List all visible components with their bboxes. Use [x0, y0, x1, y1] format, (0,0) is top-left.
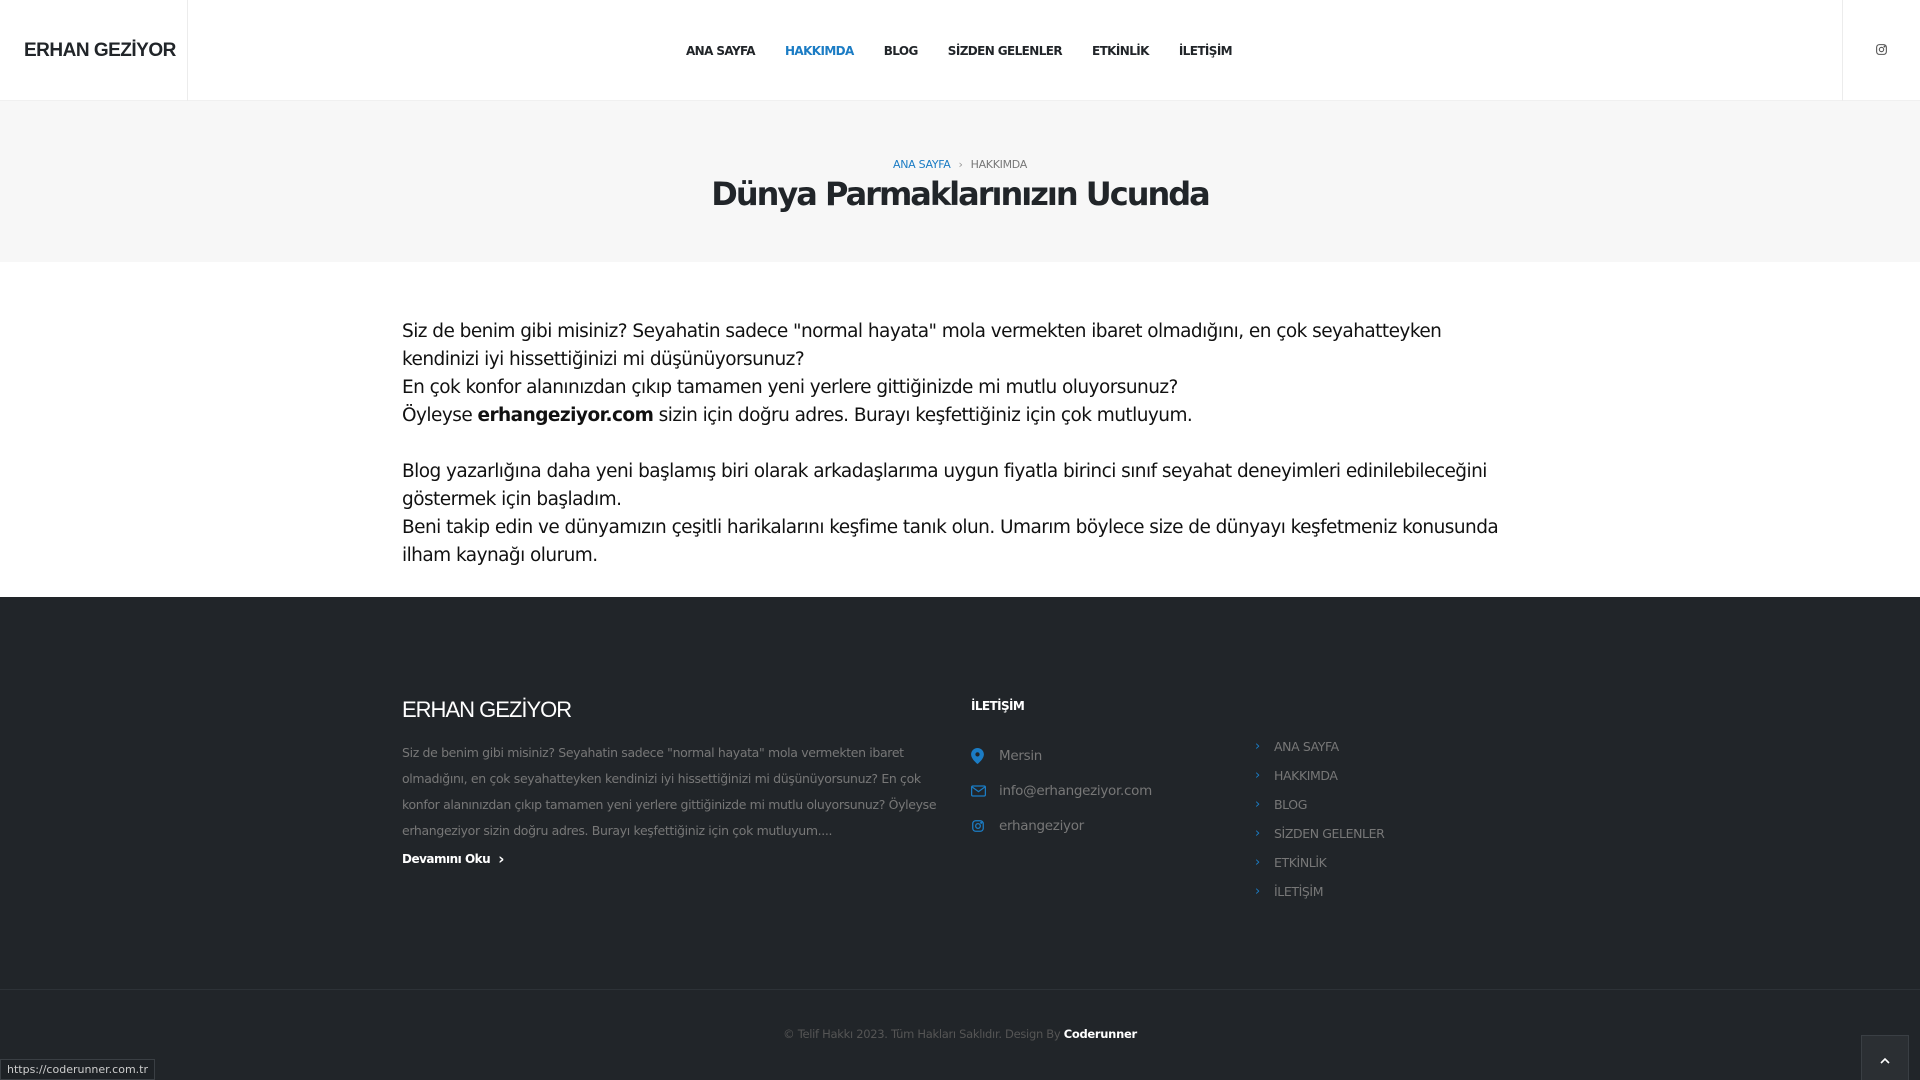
nav-item-blog[interactable]: BLOG — [883, 43, 918, 58]
about-content — [402, 318, 1518, 570]
footer-contact-title: İLETİŞİM — [971, 699, 1025, 713]
page-header-band — [0, 101, 1920, 262]
footer-link-hakkimda[interactable]: › HAKKIMDA — [1255, 768, 1338, 783]
contact-email[interactable]: info@erhangeziyor.com — [971, 773, 1152, 808]
instagram-icon — [971, 819, 999, 833]
site-header — [0, 0, 1920, 101]
footer-contact-list — [971, 738, 1152, 843]
header-social — [1842, 0, 1920, 101]
logo-container[interactable] — [0, 0, 188, 101]
footer-link-ana-sayfa[interactable]: › ANA SAYFA — [1255, 739, 1339, 754]
breadcrumb-current: HAKKIMDA — [970, 158, 1027, 171]
footer-logo[interactable]: ERHAN GEZİYOR — [402, 697, 572, 722]
site-footer — [0, 597, 1920, 1080]
chevron-right-icon: › — [1255, 884, 1260, 899]
content-paragraph: Öyleyse erhangeziyor.com sizin için doğru adres. Burayı keşfettiğiniz için çok mutluyum. — [402, 405, 1193, 426]
footer-link-blog[interactable]: › BLOG — [1255, 797, 1308, 812]
contact-instagram[interactable]: erhangeziyor — [971, 808, 1152, 843]
chevron-right-icon: › — [498, 850, 504, 868]
main-nav — [0, 0, 1920, 101]
nav-item-hakkimda[interactable]: HAKKIMDA — [784, 43, 854, 58]
designer-link[interactable]: Coderunner — [1063, 1027, 1137, 1041]
map-pin-icon — [971, 748, 999, 764]
content-paragraph: Beni takip edin ve dünyamızın çeşitli harikalarını keşfime tanık olun. Umarım böylece size de dünyayı keşfetmeniz konusunda ilham kaynağı olurum. — [402, 517, 1499, 566]
browser-status-url: https://coderunner.com.tr — [0, 1059, 155, 1080]
chevron-right-icon: › — [1255, 739, 1260, 754]
breadcrumb — [0, 158, 1920, 171]
page-title: Dünya Parmaklarınızın Ucunda — [711, 175, 1209, 213]
content-paragraph: En çok konfor alanınızdan çıkıp tamamen yeni yerlere gittiğinizde mi mutlu oluyorsunuz? — [402, 377, 1178, 398]
content-paragraph: Blog yazarlığına daha yeni başlamış biri olarak arkadaşlarıma uygun fiyatla birinci sınıf seyahat deneyimleri edinilebileceğini göstermek için başladım. — [402, 461, 1487, 510]
nav-item-ana-sayfa[interactable]: ANA SAYFA — [685, 43, 755, 58]
site-logo[interactable]: ERHAN GEZİYOR — [24, 39, 176, 61]
chevron-right-icon: › — [1255, 826, 1260, 841]
chevron-up-icon — [1880, 1049, 1890, 1068]
breadcrumb-home-link[interactable]: ANA SAYFA — [893, 158, 951, 171]
envelope-icon — [971, 785, 999, 797]
nav-item-iletisim[interactable]: İLETİŞİM — [1178, 43, 1233, 58]
chevron-right-icon: › — [1255, 855, 1260, 870]
footer-link-sizden-gelenler[interactable]: › SİZDEN GELENLER — [1255, 826, 1385, 841]
chevron-right-icon: › — [1255, 797, 1260, 812]
scroll-to-top-button[interactable] — [1861, 1035, 1909, 1080]
footer-link-iletisim[interactable]: › İLETİŞİM — [1255, 884, 1324, 899]
contact-location: Mersin — [971, 738, 1152, 773]
footer-copyright: © Telif Hakkı 2023. Tüm Hakları Saklıdır. Design By Coderunner — [783, 1027, 1137, 1041]
chevron-right-icon: › — [1255, 768, 1260, 783]
read-more-link[interactable]: Devamını Oku › — [402, 850, 504, 868]
site-name-bold: erhangeziyor.com — [477, 405, 654, 426]
footer-links — [1255, 732, 1384, 906]
nav-item-etkinlik[interactable]: ETKİNLİK — [1092, 43, 1149, 58]
chevron-right-icon: › — [958, 158, 963, 171]
footer-divider — [0, 989, 1920, 990]
nav-item-sizden-gelenler[interactable]: SİZDEN GELENLER — [947, 43, 1062, 58]
content-paragraph: Siz de benim gibi misiniz? Seyahatin sadece "normal hayata" mola vermekten ibaret olmadığını, en çok seyahatteyken kendinizi iyi hissettiğinizi mi düşünüyorsunuz? — [402, 321, 1442, 370]
instagram-icon[interactable] — [1875, 41, 1888, 60]
footer-link-etkinlik[interactable]: › ETKİNLİK — [1255, 855, 1327, 870]
footer-about-text: Siz de benim gibi misiniz? Seyahatin sadece "normal hayata" mola vermekten ibaret olmadığını, en çok seyahatteyken kendinizi iyi hissettiğinizi mi düşünüyorsunuz? En çok konfor alanınızdan çıkıp tamamen yeni yerlere gittiğinizde mi mutlu oluyorsunuz? Öyleyse erhangeziyor sizin doğru adres. Burayı keşfettiğiniz için çok mutluyum.... — [402, 745, 937, 838]
